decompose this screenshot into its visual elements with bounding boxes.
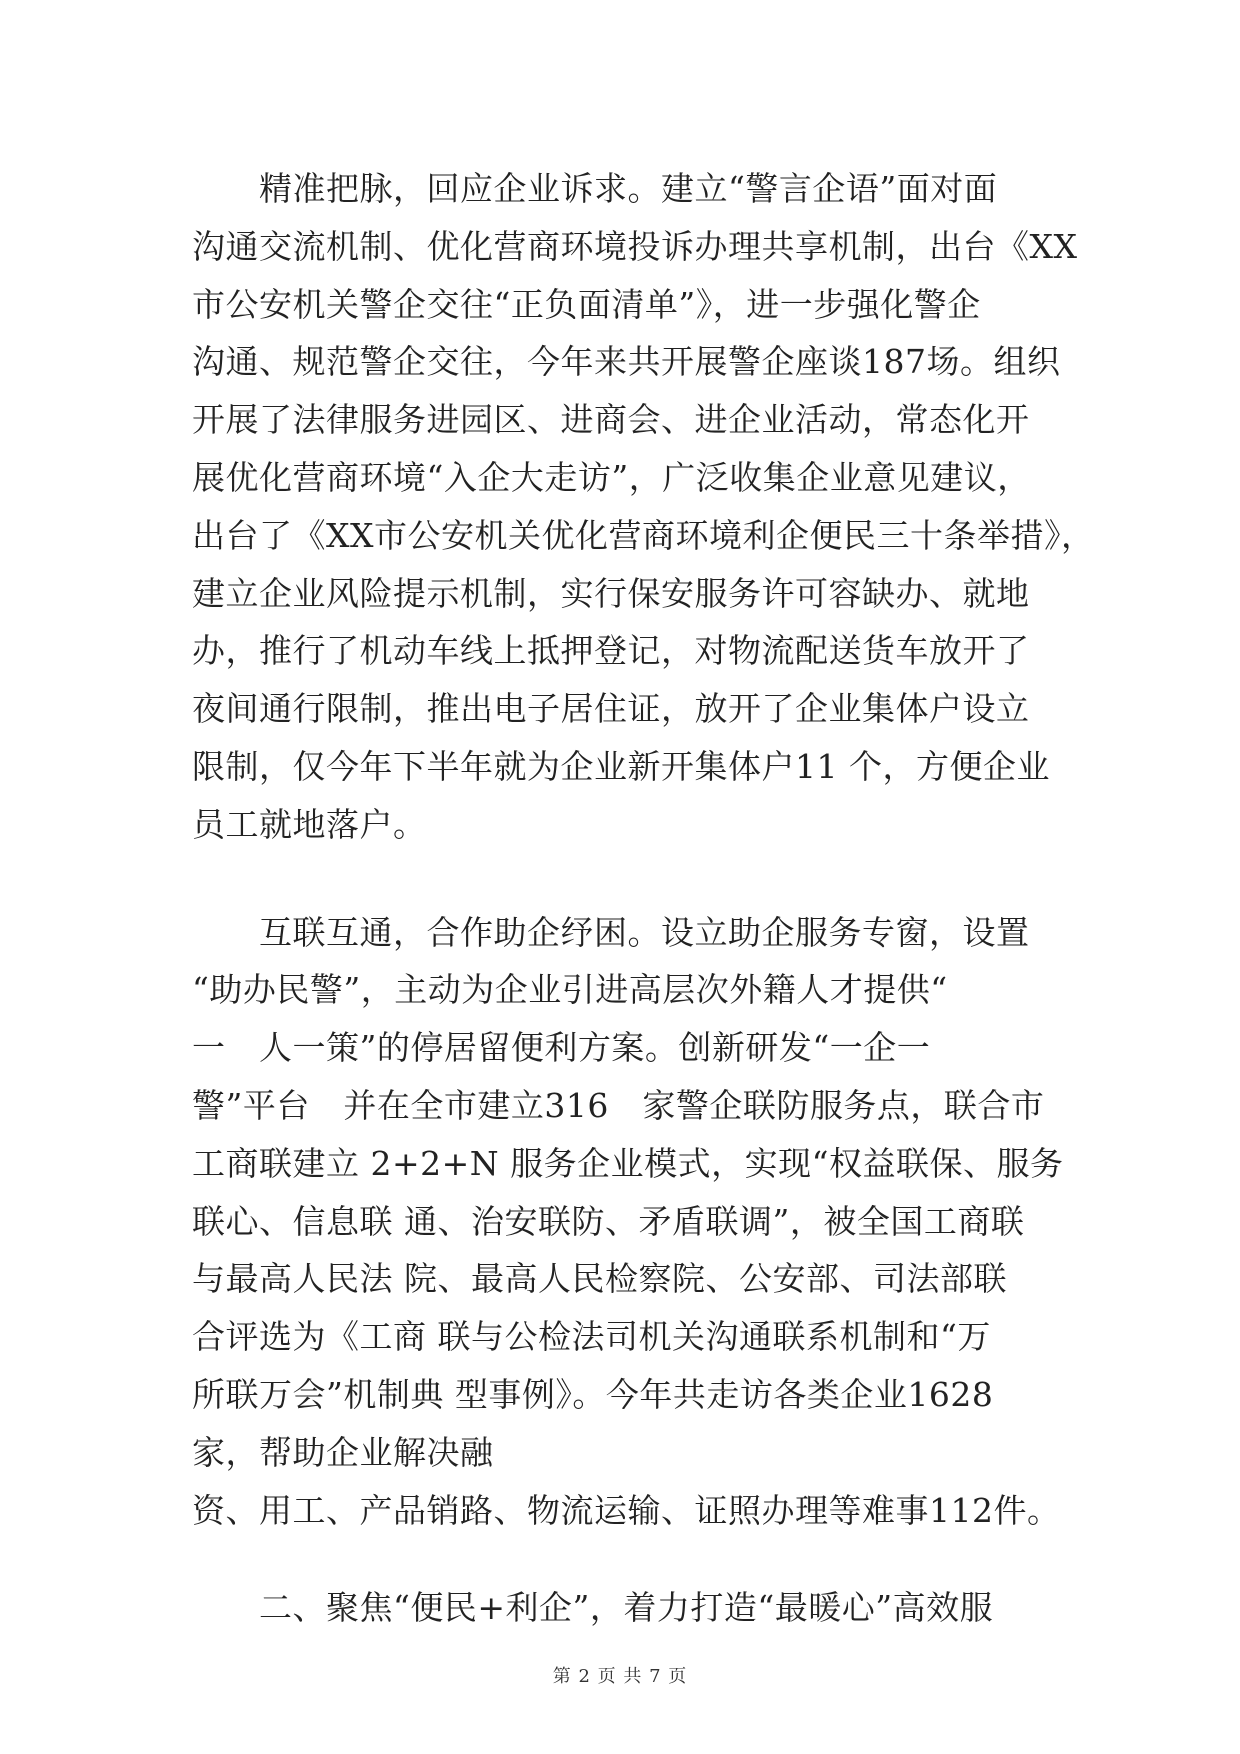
text-line: 展优化营商环境“入企大走访”，广泛收集企业意见建议， bbox=[192, 457, 1031, 497]
text-line: 合评选为《工商 联与公检法司机关沟通联系机制和“万 bbox=[192, 1317, 991, 1357]
text-line: 员工就地落户。 bbox=[192, 804, 427, 844]
text-line: 办，推行了机动车线上抵押登记，对物流配送货车放开了 bbox=[192, 631, 1030, 671]
paragraph-2 bbox=[192, 904, 1072, 1540]
paragraph-spacer bbox=[192, 1539, 1072, 1579]
paragraph-spacer bbox=[192, 854, 1072, 904]
text-line: 家，帮助企业解决融 bbox=[192, 1432, 494, 1472]
text-line: 开展了法律服务进园区、进商会、进企业活动，常态化开 bbox=[192, 400, 1030, 440]
text-line: 联心、信息联 通、治安联防、矛盾联调”，被全国工商联 bbox=[192, 1201, 1025, 1241]
text-line: 所联万会”机制典 型事例》。今年共走访各类企业1628 bbox=[192, 1374, 994, 1414]
page-number-footer: 第 2 页 共 7 页 bbox=[552, 1666, 688, 1687]
text-line: 市公安机关警企交往“正负面清单”》，进一步强化警企 bbox=[192, 284, 981, 324]
text-line: “助办民警”，主动为企业引进高层次外籍人才提供“ bbox=[192, 970, 948, 1010]
text-line: 沟通、规范警企交往，今年来共开展警企座谈187场。组织 bbox=[192, 342, 1061, 382]
text-line: 夜间通行限制，推出电子居住证，放开了企业集体户设立 bbox=[192, 689, 1030, 729]
text-line: 精准把脉，回应企业诉求。建立“警言企语”面对面 bbox=[192, 169, 998, 208]
text-line: 一 人一策”的停居留便利方案。创新研发“一企一 bbox=[192, 1028, 931, 1068]
text-line: 资、用工、产品销路、物流运输、证照办理等难事112件。 bbox=[192, 1490, 1061, 1530]
text-line: 建立企业风险提示机制，实行保安服务许可容缺办、就地 bbox=[192, 573, 1030, 613]
document-body bbox=[192, 160, 1095, 1637]
text-line: 出台了《XX市公安机关优化营商环境利企便民三十条举措》， bbox=[192, 515, 1095, 555]
text-line: 工商联建立 2+2+N 服务企业模式，实现“权益联保、服务 bbox=[192, 1143, 1064, 1183]
text-line: 限制，仅今年下半年就为企业新开集体户11 个，方便企业 bbox=[192, 746, 1050, 786]
text-line: 与最高人民法 院、最高人民检察院、公安部、司法部联 bbox=[192, 1259, 1007, 1299]
paragraph-1 bbox=[192, 160, 1095, 854]
text-line: 沟通交流机制、优化营商环境投诉办理共享机制，出台《XX bbox=[192, 226, 1078, 266]
text-line: 警”平台 并在全市建立316 家警企联防服务点，联合市 bbox=[192, 1085, 1045, 1125]
paragraph-3 bbox=[192, 1579, 1072, 1637]
text-line: 互联互通，合作助企纾困。设立助企服务专窗，设置 bbox=[192, 912, 1030, 952]
text-line: 二、聚焦“便民+利企”，着力打造“最暖心”高效服 bbox=[192, 1588, 994, 1628]
